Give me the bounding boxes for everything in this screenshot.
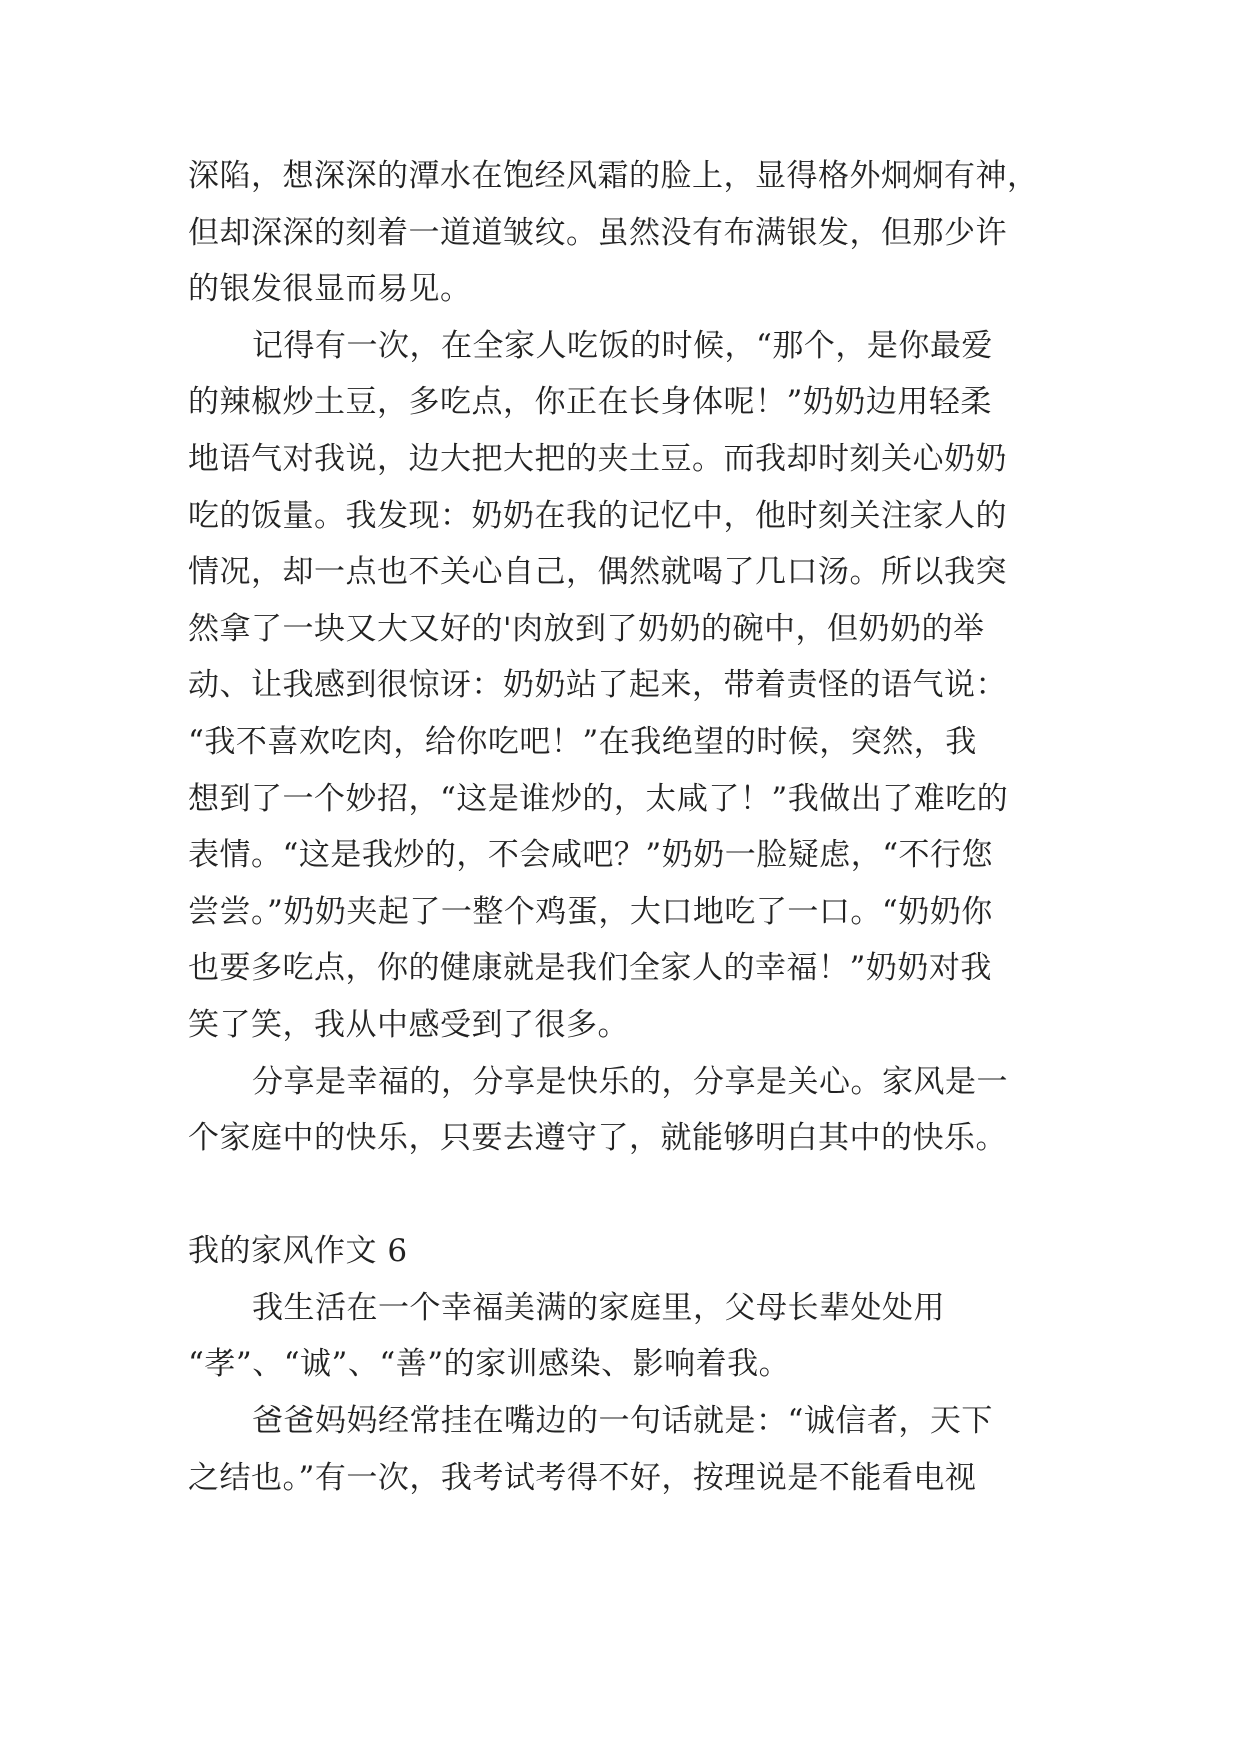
- text-line: 我生活在一个幸福美满的家庭里，父母长辈处处用: [252, 1289, 945, 1326]
- text-line: 的银发很显而易见。: [188, 271, 472, 308]
- text-line: 地语气对我说，边大把大把的夹土豆。而我却时刻关心奶奶: [188, 440, 1007, 477]
- text-line: 也要多吃点，你的健康就是我们全家人的幸福！”奶奶对我: [188, 950, 992, 987]
- text-line: 尝尝。”奶奶夹起了一整个鸡蛋，大口地吃了一口。“奶奶你: [188, 893, 993, 930]
- document-body: [188, 148, 1068, 1506]
- text-line: 爸爸妈妈经常挂在嘴边的一句话就是：“诚信者，天下: [252, 1403, 993, 1440]
- text-line: 分享是幸福的，分享是快乐的，分享是关心。家风是一: [252, 1063, 1008, 1100]
- text-line: 表情。“这是我炒的，不会咸吧？”奶奶一脸疑虑，“不行您: [188, 837, 994, 874]
- text-line: 吃的饭量。我发现：奶奶在我的记忆中，他时刻关注家人的: [188, 497, 1007, 534]
- text-line: 之结也。”有一次，我考试考得不好，按理说是不能看电视: [188, 1459, 977, 1496]
- text-line: 记得有一次，在全家人吃饭的时候，“那个，是你最爱: [252, 327, 993, 364]
- text-line: 但却深深的刻着一道道皱纹。虽然没有布满银发，但那少许: [188, 214, 1007, 251]
- paragraph: [188, 1054, 1068, 1167]
- text-line: 想到了一个妙招，“这是谁炒的，太咸了！”我做出了难吃的: [188, 780, 1009, 817]
- text-line: 的辣椒炒土豆，多吃点，你正在长身体呢！”奶奶边用轻柔: [188, 384, 992, 421]
- text-line: “孝”、“诚”、“善”的家训感染、影响着我。: [188, 1346, 791, 1383]
- section-title: 我的家风作文 6: [188, 1233, 408, 1270]
- text-line: 个家庭中的快乐，只要去遵守了，就能够明白其中的快乐。: [188, 1120, 1007, 1157]
- paragraph-gap: [188, 1167, 1068, 1224]
- text-line: 笑了笑，我从中感受到了很多。: [188, 1006, 629, 1043]
- text-line: 然拿了一块又大又好的'肉放到了奶奶的碗中，但奶奶的举: [188, 610, 985, 647]
- text-line: 动、让我感到很惊讶：奶奶站了起来，带着责怪的语气说：: [188, 667, 1007, 704]
- text-line: 情况，却一点也不关心自己，偶然就喝了几口汤。所以我突: [188, 554, 1007, 591]
- paragraph: [188, 1280, 1068, 1393]
- paragraph: [188, 148, 1068, 318]
- paragraph: [188, 318, 1068, 1054]
- paragraph: [188, 1393, 1068, 1506]
- text-line: 深陷，想深深的潭水在饱经风霜的脸上，显得格外炯炯有神，: [188, 158, 1039, 194]
- text-line: “我不喜欢吃肉，给你吃吧！”在我绝望的时候，突然，我: [188, 723, 977, 760]
